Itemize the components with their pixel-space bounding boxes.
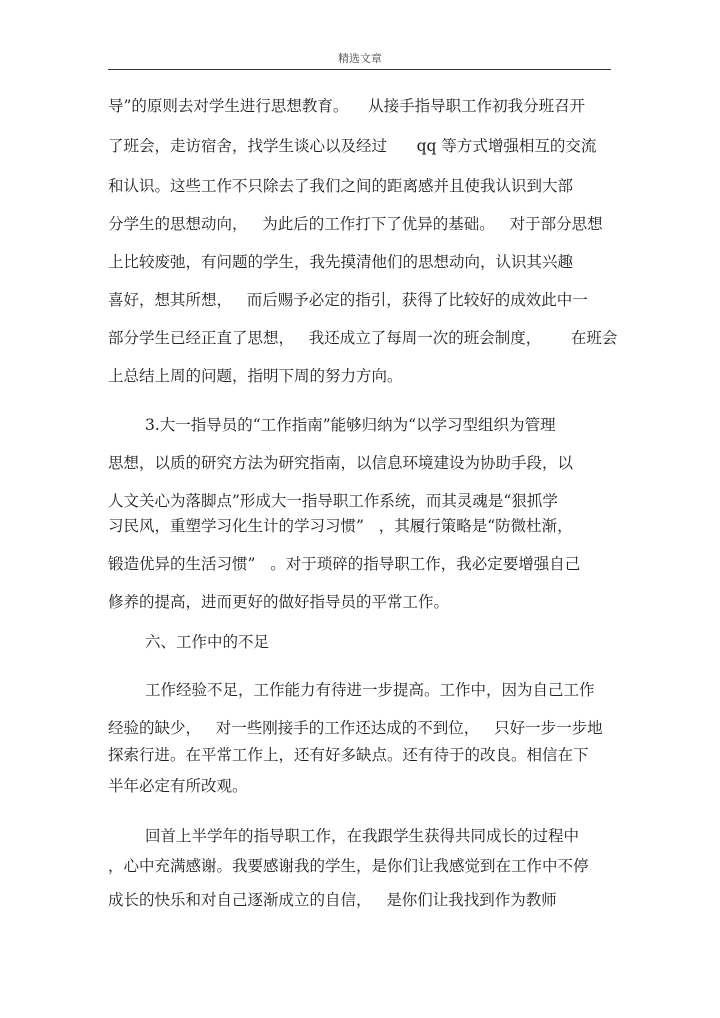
text-line: 上总结上周的问题，指明下周的努力方向。 [108, 367, 403, 385]
text-line: 和认识。这些工作不只除去了我们之间的距离感并且使我认识到大部 [108, 177, 574, 195]
text-line: 探索行进。在平常工作上，还有好多缺点。还有待于的改良。相信在下 [108, 746, 589, 764]
text-line: 了班会，走访宿舍，找学生谈心以及经过 qq 等方式增强相互的交流 [108, 137, 597, 155]
text-line: 导”的原则去对学生进行思想教育。 从接手指导职工作初我分班召开 [108, 97, 586, 115]
text-line: 锻造优异的生活习惯” 。对于琐碎的指导职工作，我必定要增强自己 [108, 555, 581, 573]
section-heading: 六、工作中的不足 [145, 633, 270, 651]
text-line: ，心中充满感谢。我要感谢我的学生，是你们让我感觉到在工作中不停 [108, 857, 589, 875]
text-line: 工作经验不足，工作能力有待进一步提高。工作中，因为自己工作 [145, 681, 595, 699]
text-line: 思想，以质的研究方法为研究指南，以信息环境建设为协助手段，以 [108, 454, 574, 472]
text-line: 习民风，重塑学习化生计的学习习惯” ，其履行策略是“防微杜渐， [108, 517, 573, 535]
text-line: 部分学生已经正直了思想， 我还成立了每周一次的班会制度， 在班会 [108, 329, 618, 347]
text-line: 修养的提高，进而更好的做好指导员的平常工作。 [108, 593, 450, 611]
text-line: 成长的快乐和对自己逐渐成立的自信， 是你们让我找到作为教师 [108, 891, 557, 909]
text-line: 经验的缺少， 对一些刚接手的工作还达成的不到位， 只好一步一步地 [108, 719, 603, 737]
text-line: 3.大一指导员的“工作指南”能够归纳为“以学习型组织为管理 [145, 416, 556, 434]
text-line: 分学生的思想动向， 为此后的工作打下了优异的基础。 对于部分思想 [108, 215, 603, 233]
text-line: 上比较废弛，有问题的学生，我先摸清他们的思想动向，认识其兴趣 [108, 253, 574, 271]
text-line: 人文关心为落脚点”形成大一指导职工作系统，而其灵魂是“狠抓学 [108, 492, 558, 510]
header-rule [108, 69, 611, 70]
page-header: 精选文章 [338, 52, 382, 65]
text-line: 喜好，想其所想， 而后赐予必定的指引，获得了比较好的成效此中一 [108, 291, 588, 309]
text-line: 半年必定有所改观。 [108, 777, 248, 795]
text-line: 回首上半学年的指导职工作，在我跟学生获得共同成长的过程中 [145, 827, 580, 845]
